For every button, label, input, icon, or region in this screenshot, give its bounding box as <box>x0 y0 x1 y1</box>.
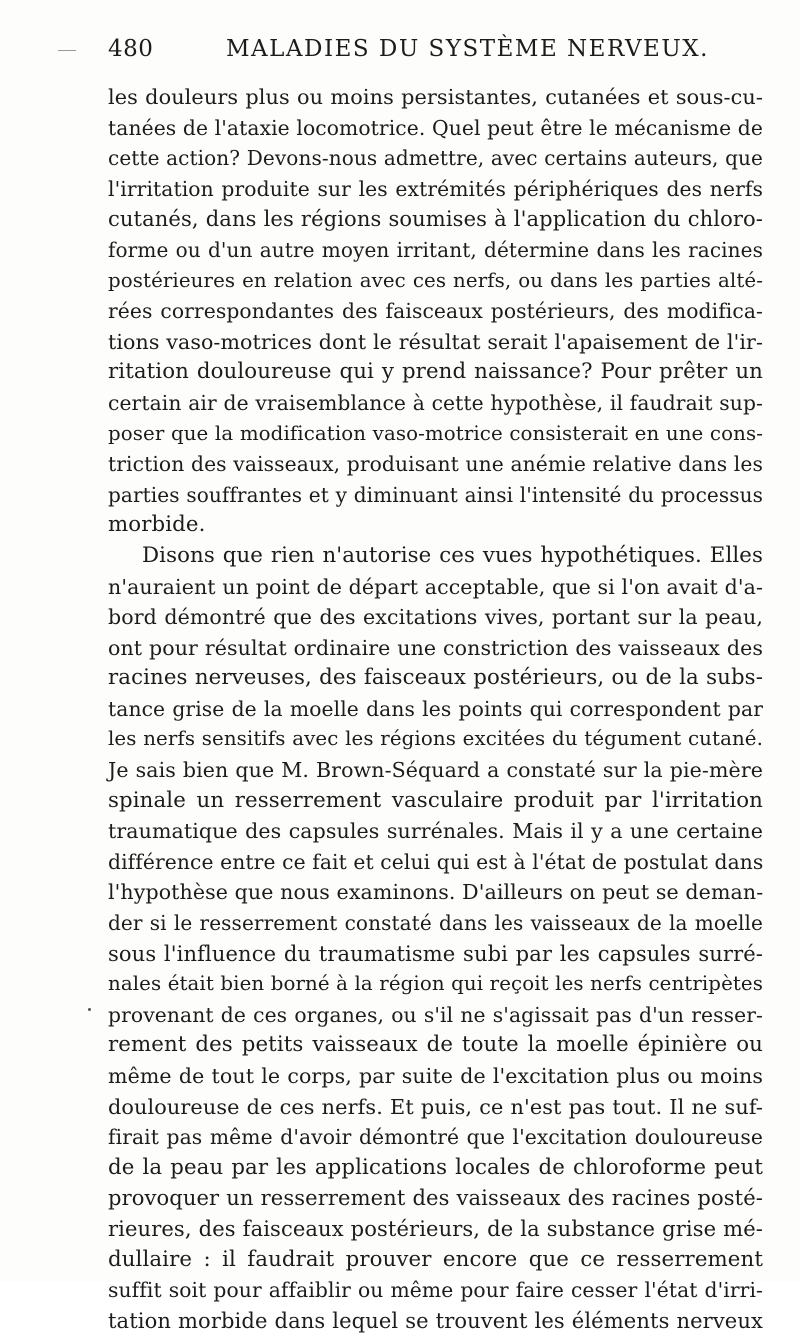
text-line: tation morbide dans lequel se trouvent les éléments nerveux <box>108 1307 763 1333</box>
text-line: l'hypothèse que nous examinons. D'ailleurs on peut se deman- <box>108 880 764 905</box>
body-text <box>108 82 763 1336</box>
text-line: parties souffrantes et y diminuant ainsi l'intensité du processus <box>108 482 763 507</box>
text-line: provenant de ces organes, ou s'il ne s'agissait pas d'un resser- <box>108 1002 763 1027</box>
text-line: traumatique des capsules surrénales. Mais il y a une certaine <box>108 819 763 844</box>
text-line: tance grise de la moelle dans les points qui correspondent par <box>108 696 763 721</box>
text-line: tions vaso-motrices dont le résultat serait l'apaisement de l'ir- <box>108 329 763 354</box>
text-line: rement des petits vaisseaux de toute la moelle épinière ou <box>108 1032 763 1058</box>
paragraph-1 <box>108 82 763 541</box>
text-line: spinale un resserrement vasculaire produit par l'irritation <box>108 787 763 813</box>
text-line: poser que la modification vaso-motrice consisterait en une cons- <box>108 421 763 445</box>
page-number: 480 <box>108 36 154 62</box>
text-line: rieures, des faisceaux postérieurs, de la substance grise mé- <box>108 1215 763 1241</box>
text-line: Je sais bien que M. Brown-Séquard a constaté sur la pie-mère <box>108 758 763 783</box>
text-line: postérieures en relation avec ces nerfs, ou dans les parties alté- <box>108 268 763 292</box>
text-line: différence entre ce fait et celui qui est à l'état de postulat dans <box>108 849 764 874</box>
text-line: certain air de vraisemblance à cette hypothèse, il faudrait sup- <box>108 390 763 415</box>
text-line: n'auraient un point de départ acceptable, que si l'on avait d'a- <box>108 574 763 599</box>
text-line: morbide. <box>108 512 206 538</box>
text-line: même de tout le corps, par suite de l'excitation plus ou moins <box>108 1064 763 1088</box>
text-line: les douleurs plus ou moins persistantes, cutanées et sous-cu- <box>108 85 763 109</box>
text-line: l'irritation produite sur les extrémités périphériques des nerfs <box>108 176 763 201</box>
text-line: forme ou d'un autre moyen irritant, détermine dans les racines <box>108 237 763 262</box>
text-line: de la peau par les applications locales de chloroforme peut <box>108 1154 763 1180</box>
text-line: suffit soit pour affaiblir ou même pour faire cesser l'état d'irri- <box>108 1278 763 1303</box>
text-line: dullaire : il faudrait prouver encore que ce resserrement <box>108 1246 763 1272</box>
text-line: cette action? Devons-nous admettre, avec certains auteurs, que <box>108 146 763 171</box>
text-line: firait pas même d'avoir démontré que l'excitation douloureuse <box>108 1125 763 1150</box>
text-line: der si le resserrement constaté dans les vaisseaux de la moelle <box>108 911 763 936</box>
page-header <box>108 36 750 70</box>
text-line: rées correspondantes des faisceaux postérieurs, des modifica- <box>108 299 763 324</box>
text-line: douloureuse de ces nerfs. Et puis, ce n'est pas tout. Il ne suf- <box>108 1094 763 1119</box>
text-line: nales était bien borné à la région qui reçoit les nerfs centripètes <box>108 972 763 996</box>
text-line: triction des vaisseaux, produisant une anémie relative dans les <box>108 452 763 477</box>
paragraph-2 <box>108 541 763 1336</box>
running-title: MALADIES DU SYSTÈME NERVEUX. <box>226 36 709 62</box>
text-line: tanées de l'ataxie locomotrice. Quel peut être le mécanisme de <box>108 115 763 140</box>
text-line: provoquer un resserrement des vaisseaux des racines posté- <box>108 1185 763 1211</box>
margin-mark <box>58 50 76 51</box>
text-line: sous l'influence du traumatisme subi par les capsules surré- <box>108 940 763 966</box>
text-line: ritation douloureuse qui y prend naissance? Pour prêter un <box>108 359 763 385</box>
text-line: ont pour résultat ordinaire une constriction des vaisseaux des <box>108 635 763 660</box>
text-line: cutanés, dans les régions soumises à l'application du chloro- <box>108 206 763 232</box>
margin-speck <box>88 1008 91 1011</box>
text-line: les nerfs sensitifs avec les régions excitées du tégument cutané. <box>108 727 763 751</box>
text-line: bord démontré que des excitations vives, portant sur la peau, <box>108 605 763 630</box>
text-line: racines nerveuses, des faisceaux postérieurs, ou de la subs- <box>108 665 763 691</box>
text-line: Disons que rien n'autorise ces vues hypothétiques. Elles <box>142 542 763 568</box>
